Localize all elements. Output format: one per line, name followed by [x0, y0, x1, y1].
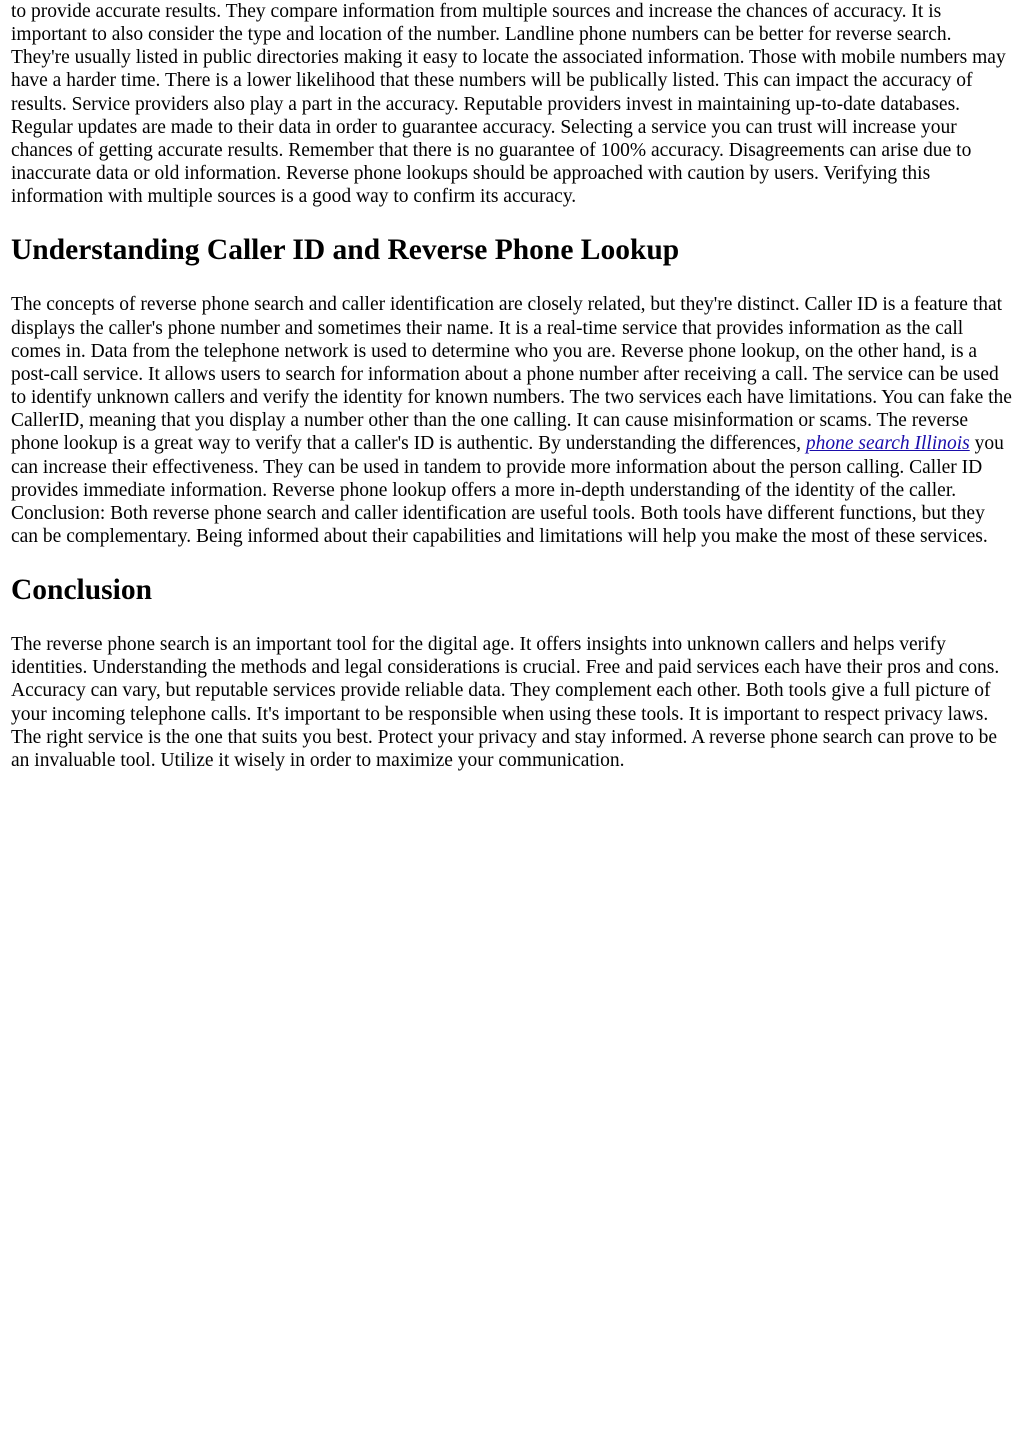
paragraph-conclusion: The reverse phone search is an important tool for the digital age. It offers insights into unknown callers and helps verify identities. Understanding the methods and legal considerations is crucial. Free and paid services each have their pros and cons. Accuracy can vary, but reputable services provide reliable data. They complement each other. Both tools give a full picture of your incoming telephone calls. It's important to be responsible when using these tools. It is important to respect privacy laws. The right service is the one that suits you best. Protect your privacy and stay informed. A reverse phone search can prove to be an invaluable tool. Utilize it wisely in order to maximize your communication.: [11, 634, 1000, 771]
heading-caller-id-vs-reverse-lookup: Understanding Caller ID and Reverse Phone Lookup: [11, 234, 680, 267]
paragraph-caller-id-text-after-link: you can increase their effectiveness. They can be used in tandem to provide more information about the person calling. Caller ID provides immediate information. Reverse phone lookup offers a more in-depth understanding of the identity of the caller. Conclusion: Both reverse phone search and caller identification are useful tools. Both tools have different functions, but they can be complementary. Being informed about their capabilities and limitations will help you make the most of these services.: [11, 433, 1004, 547]
heading-conclusion: Conclusion: [11, 574, 152, 607]
paragraph-caller-id: [11, 293, 1014, 548]
article-body: [11, 0, 1014, 772]
paragraph-accuracy: to provide accurate results. They compare information from multiple sources and increase the chances of accuracy. It is important to also consider the type and location of the number. Landline phone numbers can be better for reverse search. They're usually listed in public directories making it easy to locate the associated information. Those with mobile numbers may have a harder time. There is a lower likelihood that these numbers will be publically listed. This can impact the accuracy of results. Service providers also play a part in the accuracy. Reputable providers invest in maintaining up-to-date databases. Regular updates are made to their data in order to guarantee accuracy. Selecting a service you can trust will increase your chances of getting accurate results. Remember that there is no guarantee of 100% accuracy. Disagreements can arise due to inaccurate data or old information. Reverse phone lookups should be approached with caution by users. Verifying this information with multiple sources is a good way to confirm its accuracy.: [11, 1, 1006, 208]
paragraph-caller-id-text-before-link: The concepts of reverse phone search and caller identification are closely related, but they're distinct. Caller ID is a feature that displays the caller's phone number and sometimes their name. It is a real-time service that provides information as the call comes in. Data from the telephone network is used to determine who you are. Reverse phone lookup, on the other hand, is a post-call service. It allows users to search for information about a phone number after receiving a call. The service can be used to identify unknown callers and verify the identity for known numbers. The two services each have limitations. You can fake the CallerID, meaning that you display a number other than the one calling. It can cause misinformation or scams. The reverse phone lookup is a great way to verify that a caller's ID is authentic. By understanding the differences,: [11, 294, 1012, 455]
phone-search-illinois-link[interactable]: phone search Illinois: [805, 433, 970, 455]
